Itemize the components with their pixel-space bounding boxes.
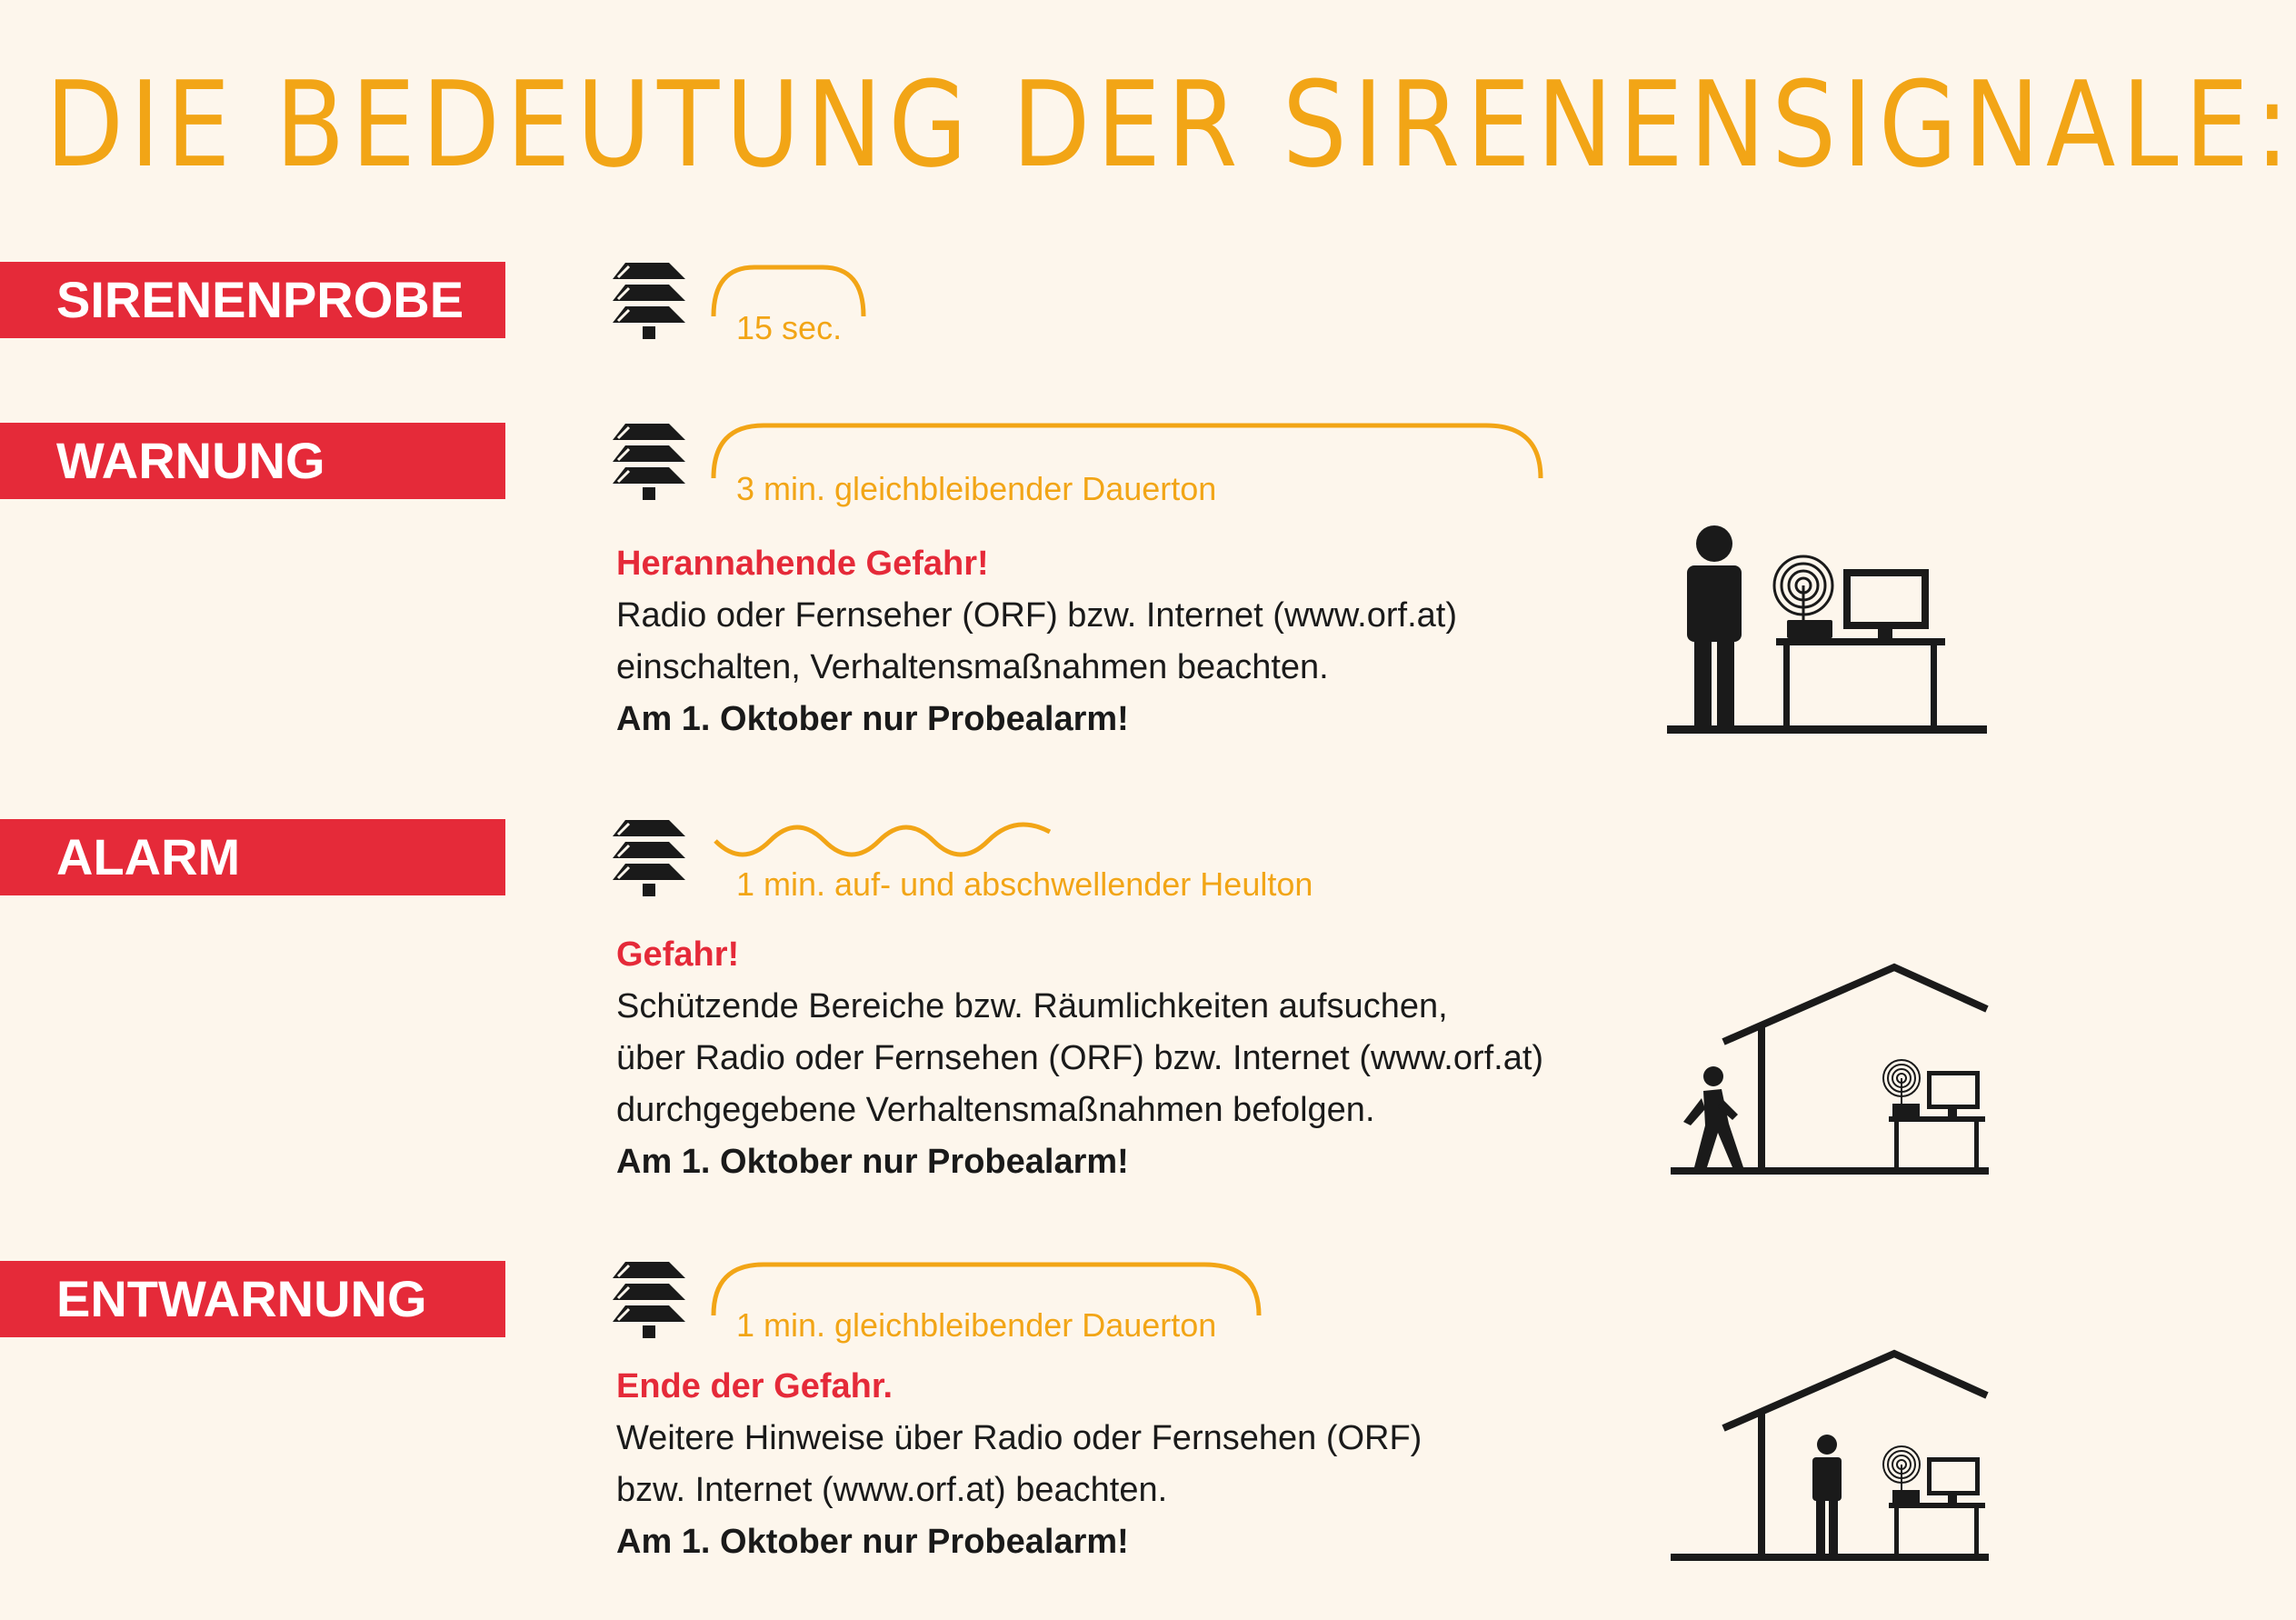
siren-icon — [613, 1258, 685, 1338]
siren-icon — [613, 259, 685, 339]
siren-icon — [613, 816, 685, 896]
tone-duration-label: 15 sec. — [736, 309, 843, 346]
tone-duration-label: 1 min. auf- und abschwellender Heulton — [736, 865, 1313, 903]
signal-text-line: Radio oder Fernseher (ORF) bzw. Internet (www.orf.at) — [616, 596, 1457, 635]
signal-heading: Ende der Gefahr. — [616, 1367, 893, 1405]
signal-note: Am 1. Oktober nur Probealarm! — [616, 1143, 1129, 1181]
signal-note: Am 1. Oktober nur Probealarm! — [616, 700, 1129, 738]
person-in-house-icon — [1671, 1348, 1989, 1563]
signal-label-sirenenprobe: SIRENENPROBE — [0, 262, 505, 338]
tone-wave-howling — [714, 814, 1054, 868]
signal-heading: Gefahr! — [616, 935, 740, 974]
signal-note: Am 1. Oktober nur Probealarm! — [616, 1523, 1129, 1561]
signal-text-line: bzw. Internet (www.orf.at) beachten. — [616, 1471, 1168, 1509]
signal-label-warnung: WARNUNG — [0, 423, 505, 499]
signal-label-alarm: ALARM — [0, 819, 505, 895]
signal-label-entwarnung: ENTWARNUNG — [0, 1261, 505, 1337]
signal-heading: Herannahende Gefahr! — [616, 545, 989, 583]
signal-description-entwarnung — [616, 1361, 1422, 1568]
signal-text-line: einschalten, Verhaltensmaßnahmen beachten. — [616, 648, 1329, 686]
signal-text-line: Schützende Bereiche bzw. Räumlichkeiten aufsuchen, — [616, 987, 1448, 1025]
siren-icon — [613, 420, 685, 500]
person-entering-house-icon — [1671, 962, 1989, 1176]
tone-duration-label: 3 min. gleichbleibender Dauerton — [736, 470, 1217, 507]
signal-description-warnung — [616, 538, 1457, 745]
page-title: DIE BEDEUTUNG DER SIRENENSIGNALE: — [45, 55, 2296, 194]
signal-text-line: über Radio oder Fernsehen (ORF) bzw. Internet (www.orf.at) — [616, 1039, 1544, 1077]
person-radio-tv-icon — [1667, 520, 1987, 738]
signal-text-line: durchgegebene Verhaltensmaßnahmen befolgen. — [616, 1091, 1375, 1129]
signal-description-alarm — [616, 929, 1543, 1188]
tone-duration-label: 1 min. gleichbleibender Dauerton — [736, 1306, 1217, 1344]
signal-text-line: Weitere Hinweise über Radio oder Fernsehen (ORF) — [616, 1419, 1423, 1457]
